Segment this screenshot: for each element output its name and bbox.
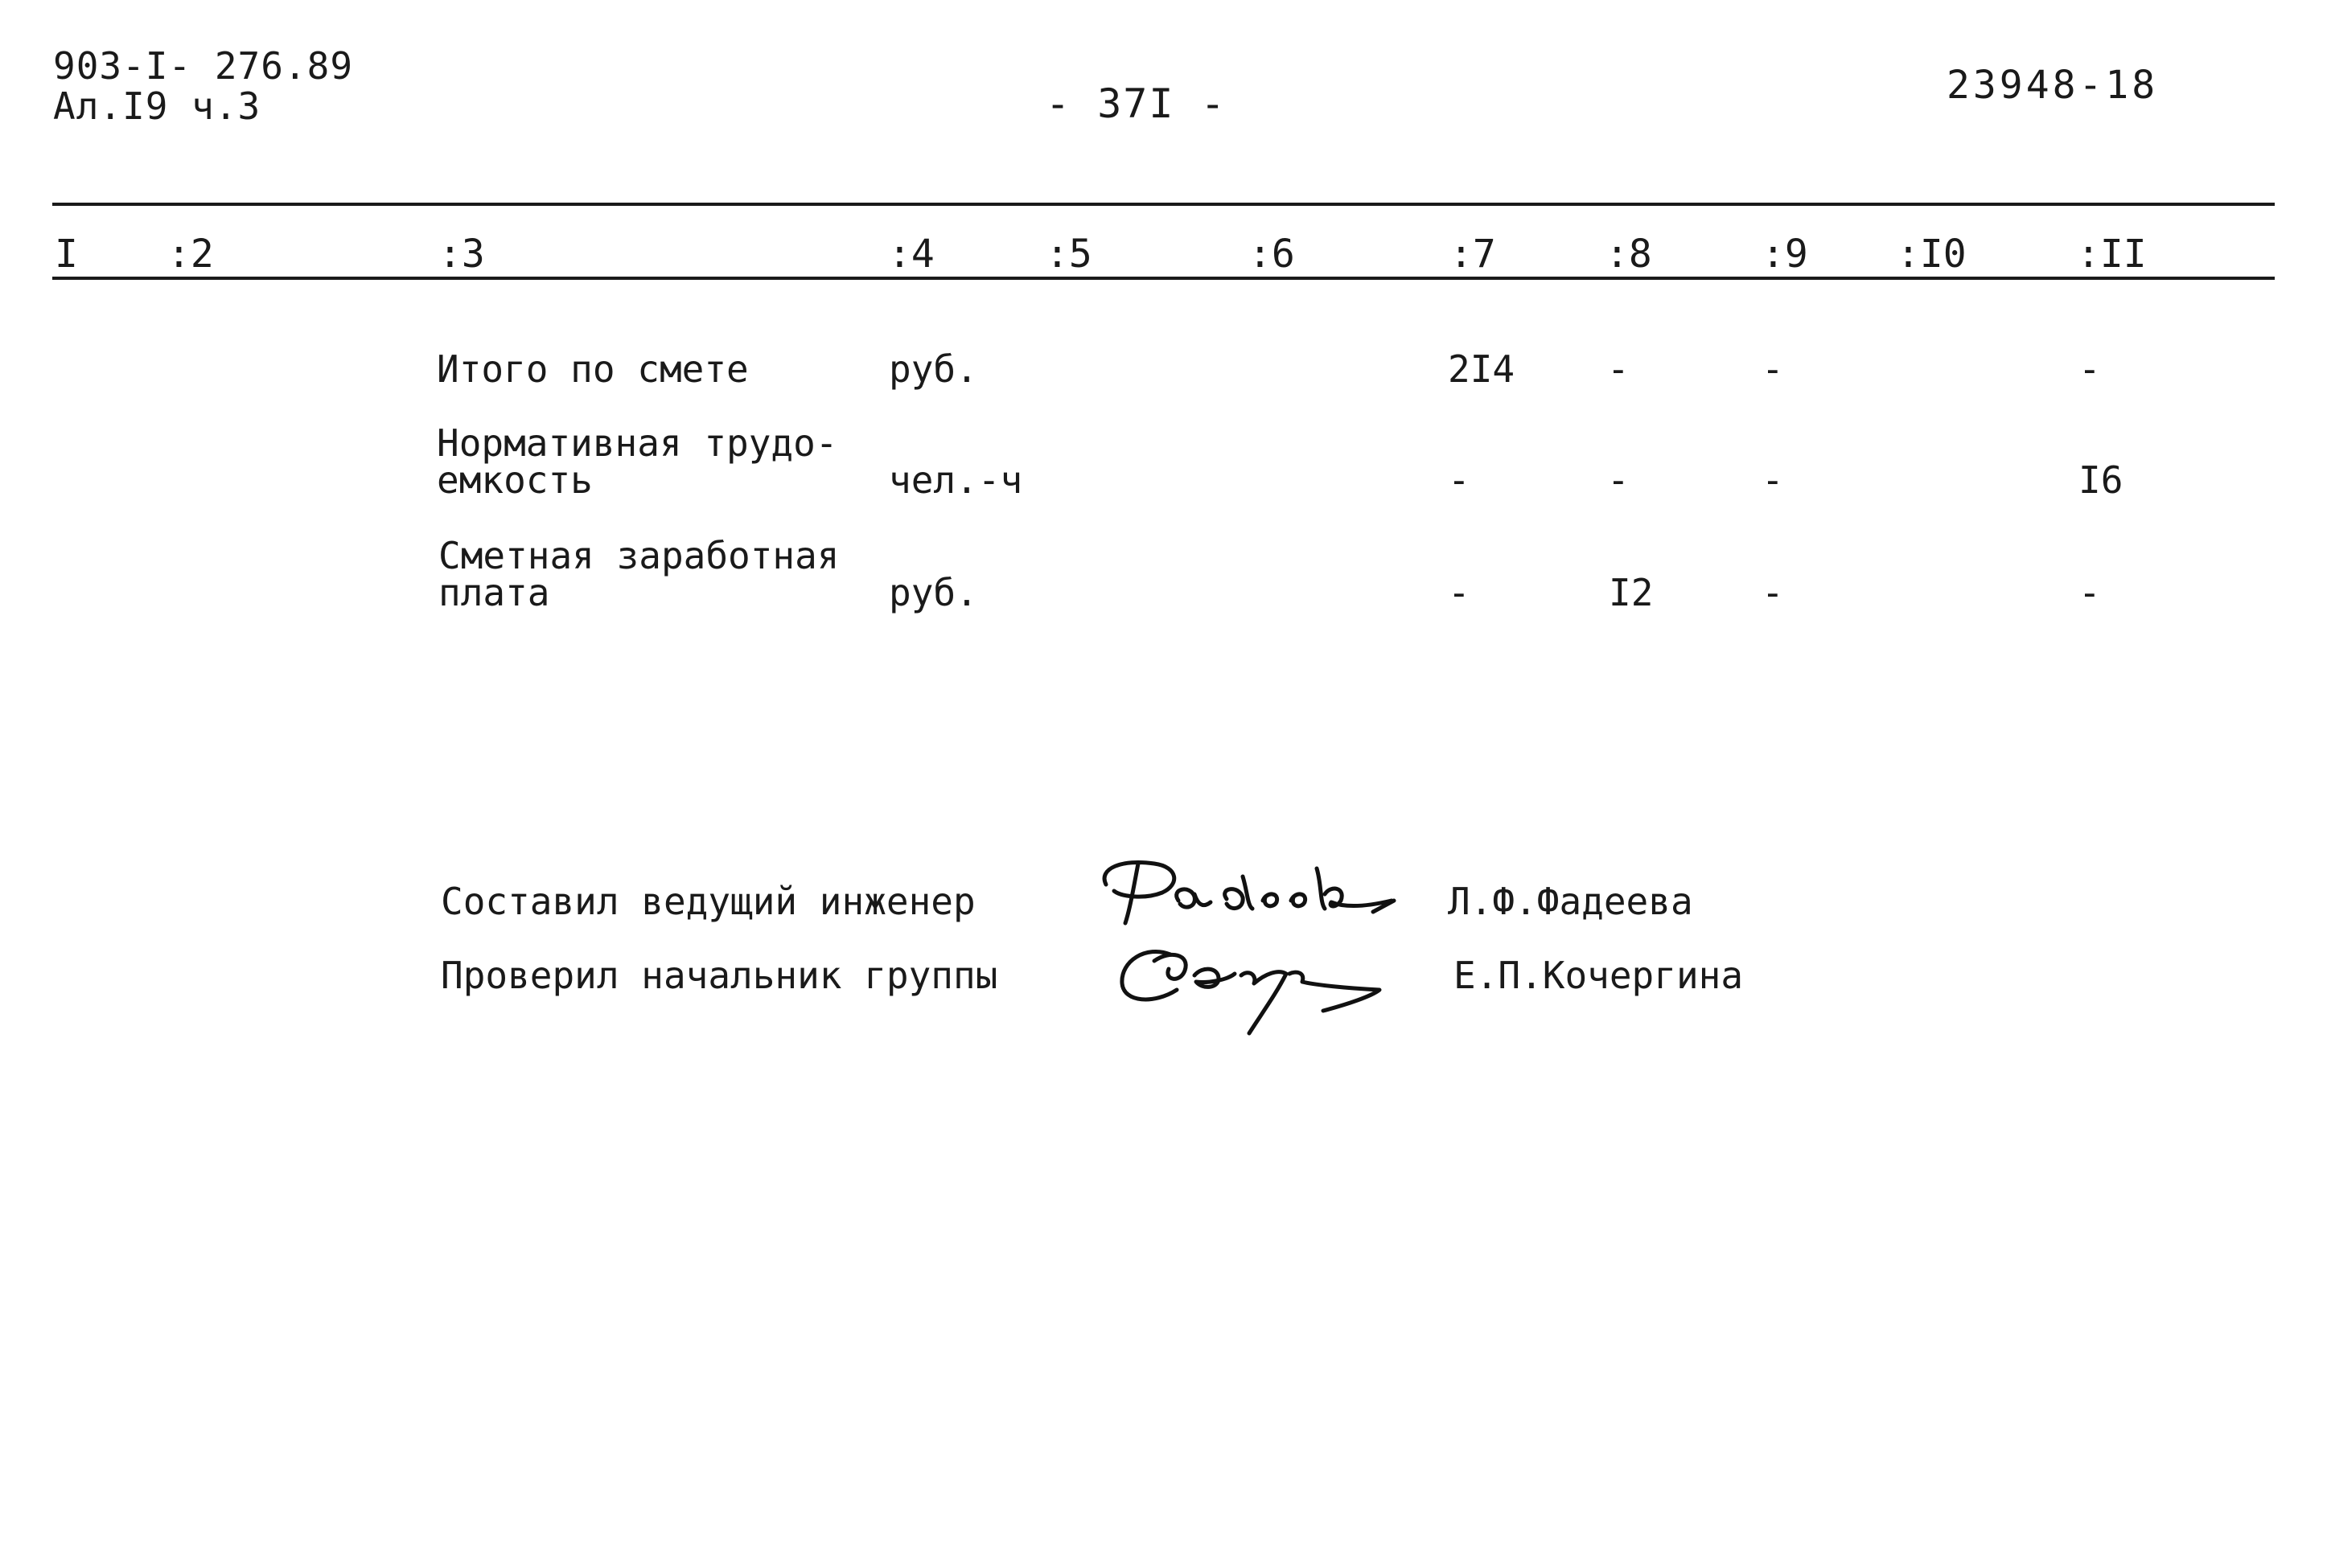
checker-handwritten-signature: [1106, 937, 1460, 1049]
cell-col8: -: [1607, 347, 1630, 391]
cell-col7: -: [1448, 458, 1470, 502]
compiler-handwritten-signature: [1090, 852, 1428, 941]
column-header-3: :3: [438, 232, 485, 277]
cell-col11: I6: [2078, 458, 2123, 502]
column-header-1: I: [55, 232, 78, 277]
checker-role: Проверил начальник группы: [441, 954, 998, 997]
cell-col9: -: [1762, 458, 1784, 502]
cell-col11: -: [2078, 571, 2101, 614]
column-header-9: :9: [1762, 232, 1808, 277]
row-unit: руб.: [889, 347, 978, 391]
row-name-line2: плата: [438, 571, 550, 614]
page-number: - 37I -: [1046, 80, 1227, 127]
table-header-rule: [52, 277, 2275, 280]
table-top-rule: [52, 203, 2275, 206]
compiler-role: Составил ведущий инженер: [441, 880, 976, 923]
column-header-4: :4: [888, 232, 935, 277]
row-name-line1: Сметная заработная: [438, 534, 840, 577]
checker-name: Е.П.Кочергина: [1453, 954, 1744, 997]
row-name-line2: емкость: [437, 458, 593, 502]
cell-col8: I2: [1609, 571, 1654, 614]
column-header-7: :7: [1449, 232, 1496, 277]
column-header-10: :I0: [1897, 232, 1967, 277]
cell-col7: -: [1448, 571, 1470, 614]
row-name-line1: Нормативная трудо-: [437, 421, 838, 465]
compiler-name: Л.Ф.Фадеева: [1448, 880, 1693, 923]
cell-col9: -: [1762, 347, 1784, 391]
cell-col8: -: [1607, 458, 1630, 502]
inventory-number: 23948-18: [1947, 63, 2159, 108]
cell-col7: 2I4: [1448, 347, 1515, 391]
row-unit: чел.-ч: [889, 458, 1023, 502]
document-code: 903-I- 276.89: [53, 44, 354, 88]
column-header-6: :6: [1248, 232, 1295, 277]
column-header-11: :II: [2077, 232, 2147, 277]
row-unit: руб.: [889, 571, 978, 614]
sheet-part: Ал.I9 ч.3: [53, 84, 261, 128]
column-header-2: :2: [167, 232, 214, 277]
column-header-5: :5: [1046, 232, 1092, 277]
cell-col11: -: [2078, 347, 2101, 391]
column-header-8: :8: [1605, 232, 1652, 277]
row-name: Итого по смете: [437, 347, 749, 391]
cell-col9: -: [1762, 571, 1784, 614]
